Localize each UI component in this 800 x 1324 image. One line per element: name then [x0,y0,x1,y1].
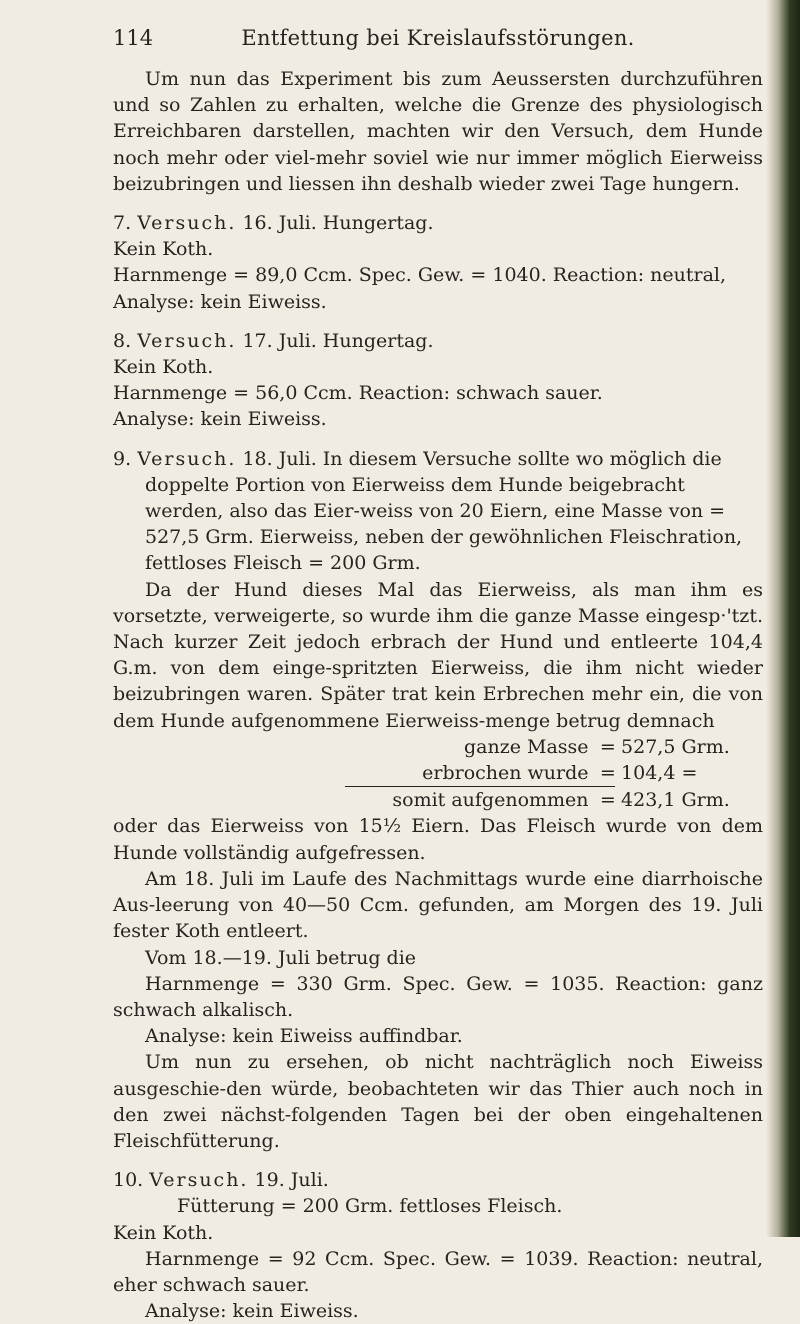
calc-row: erbrochen wurde = 104,4 = [422,762,698,785]
koth-line: Kein Koth. [113,238,214,261]
experiment-label: Versuch. [137,447,237,470]
experiment-7 [113,210,763,315]
analyse-line: Analyse: kein Eiweiss. [113,408,327,431]
calculation-table [333,734,763,814]
experiment-label: Versuch. [137,212,237,235]
page-body [113,66,763,1324]
experiment-9-intro: 9. Versuch. 18. Juli. In diesem Versuche sollte wo möglich die doppelte Portion von Eierweiss dem Hunde beigebracht werden, also das Eier-weiss von 20 Eiern, eine Masse von = 527,5 Grm. Eierweiss, neben der gewöhnlichen Fleischration, fettloses Fleisch = 200 Grm. [113,447,743,575]
experiment-10 [113,1167,763,1246]
paragraph: oder das Eierweiss von 15½ Eiern. Das Fleisch wurde von dem Hunde vollständig aufgefressen. [113,815,763,864]
koth-line: Kein Koth. [113,1221,214,1244]
book-edge [766,0,800,1237]
experiment-9 [113,446,763,577]
analyse-line: Analyse: kein Eiweiss. [145,1300,359,1323]
analyse-line: Analyse: kein Eiweiss. [113,290,327,313]
harnmenge-line: Harnmenge = 89,0 Ccm. Spec. Gew. = 1040. Reaction: neutral, [113,264,727,287]
experiment-label: Versuch. [149,1169,249,1192]
fuetterung-line: Fütterung = 200 Grm. fettloses Fleisch. [177,1195,563,1218]
experiment-8-heading: 8. Versuch. 17. Juli. Hungertag. [113,329,434,352]
paragraph: Am 18. Juli im Laufe des Nachmittags wurde eine diarrhoische Aus-leerung von 40—50 Ccm. gefunden, am Morgen des 19. Juli fester Koth entleert. [113,867,763,943]
intro-paragraph: Um nun das Experiment bis zum Aeussersten durchzuführen und so Zahlen zu erhalten, welche die Grenze des physiologisch Erreichbaren darstellen, machten wir den Versuch, dem Hunde noch mehr oder viel-mehr soviel wie nur immer möglich Eierweiss beizubringen und liessen ihn deshalb wieder zwei Tage hungern. [113,68,763,195]
calc-row: somit aufgenommen = 423,1 Grm. [392,789,730,812]
experiment-7-heading: 7. Versuch. 16. Juli. Hungertag. [113,212,434,235]
calc-row: ganze Masse = 527,5 Grm. [463,735,730,758]
harnmenge-line: Harnmenge = 92 Ccm. Spec. Gew. = 1039. Reaction: neutral, eher schwach sauer. [113,1247,763,1296]
experiment-8 [113,328,763,433]
koth-line: Kein Koth. [113,356,214,379]
paragraph: Da der Hund dieses Mal das Eierweiss, als man ihm es vorsetzte, verweigerte, so wurde ihm die ganze Masse eingesp·'tzt. Nach kurzer Zeit jedoch erbrach der Hund und entleerte 104,4 G.m. von dem einge-spritzten Eierweiss, die ihm nicht wieder beizubringen waren. Später trat kein Erbrechen mehr ein, die von dem Hunde aufgenommene Eierweiss-menge betrug demnach [113,578,763,732]
paragraph: Harnmenge = 330 Grm. Spec. Gew. = 1035. Reaction: ganz schwach alkalisch. [113,972,763,1021]
harnmenge-line: Harnmenge = 56,0 Ccm. Reaction: schwach sauer. [113,382,603,405]
paragraph: Um nun zu ersehen, ob nicht nachträglich noch Eiweiss ausgeschie-den würde, beobachteten wir das Thier auch noch in den zwei nächst-folgenden Tagen bei der oben eingehaltenen Fleischfütterung. [113,1051,763,1152]
experiment-label: Versuch. [137,329,237,352]
running-title: Entfettung bei Kreislaufsstörungen. [241,26,635,50]
page-number: 114 [113,26,154,50]
paragraph: Vom 18.—19. Juli betrug die [145,946,417,969]
paragraph: Analyse: kein Eiweiss auffindbar. [145,1025,463,1048]
experiment-10-heading: 10. Versuch. 19. Juli. [113,1169,329,1192]
